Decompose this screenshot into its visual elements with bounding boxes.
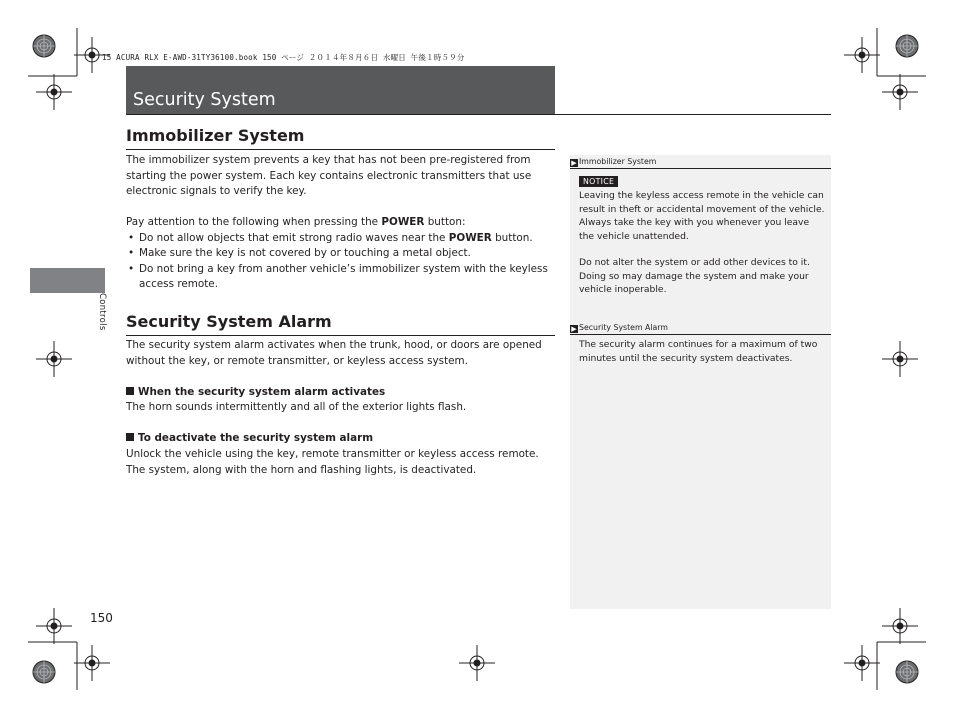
bullet-item: • Do not bring a key from another vehicle’s immobilizer system with the keyless access remote.: [126, 262, 556, 293]
page-title: Security System: [133, 90, 276, 110]
section-tab-label: Controls: [97, 293, 107, 331]
bullet1-bold: POWER: [448, 231, 492, 244]
deactivate-heading-text: To deactivate the security system alarm: [138, 432, 374, 444]
reference-arrow-icon: ▶: [571, 159, 577, 167]
immobilizer-heading: Immobilizer System: [126, 126, 305, 145]
notice-text-2: Do not alter the system or add other devices to it. Doing so may damage the system and make your vehicle inoperable.: [579, 257, 810, 295]
when-heading-text: When the security system alarm activates: [138, 386, 386, 398]
bullet1-pre: Do not allow objects that emit strong radio waves near the: [139, 231, 449, 244]
deactivate-text: Unlock the vehicle using the key, remote transmitter or keyless access remote. The system, along with the horn and flashing lights, is deactivated.: [126, 448, 539, 476]
ref-alarm-title: Security System Alarm: [579, 323, 668, 332]
attention-pre: Pay attention to the following when pressing the: [126, 216, 382, 228]
attention-post: button:: [424, 216, 466, 228]
when-text: The horn sounds intermittently and all of the exterior lights flash.: [126, 401, 467, 413]
notice-badge: NOTICE: [579, 176, 618, 187]
print-header: 15 ACURA RLX E-AWD-31TY36100.book 150 ページ ２０１４年８月６日 水曜日 午後１時５９分: [102, 53, 465, 62]
bullet1-post: button.: [491, 231, 533, 244]
alarm-heading: Security System Alarm: [126, 312, 332, 331]
attention-bold: POWER: [381, 216, 425, 228]
immobilizer-intro: The immobilizer system prevents a key that has not been pre-registered from starting the power system. Each key contains electronic transmitters that use electronic signals to verify the key.: [126, 154, 532, 197]
page-number: 150: [90, 611, 113, 625]
bullet-item: • Make sure the key is not covered by or touching a metal object.: [126, 246, 556, 262]
notice-text-1: Leaving the keyless access remote in the vehicle can result in theft or accidental movement of the vehicle. Always take the key with you whenever you leave the vehicle unattended.: [579, 190, 825, 242]
reference-arrow-icon: ▶: [571, 325, 577, 333]
alarm-intro: The security system alarm activates when the trunk, hood, or doors are opened without the key, or remote transmitter, or keyless access system.: [126, 339, 542, 367]
alarm-note: The security alarm continues for a maximum of two minutes until the security system deactivates.: [579, 339, 818, 364]
ref-immobilizer-title: Immobilizer System: [579, 157, 657, 166]
